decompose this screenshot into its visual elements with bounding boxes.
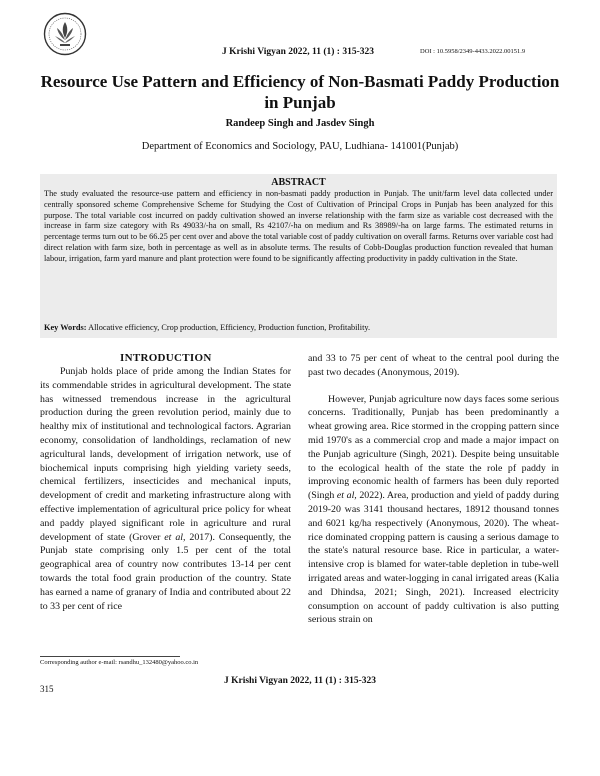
paragraph [308,352,559,380]
abstract-text: The study evaluated the resource-use pattern and efficiency in non-basmati paddy production in Punjab. The unit/farm level data collected under centrally sponsored scheme Comprehensive Scheme for Studying the Cost of Cultivation of Principal Crops in Punjab has been analyzed for this purpose. The total variable cost incurred on paddy cultivation showed an inverse relationship with the farm size as variable cost decreased with the increase in farm size category with Rs 49033/-ha on small, Rs 42107/-ha on medium and Rs 38989/-ha on large farms. The estimated returns in percentage terms turn out to be 66.25 per cent over and above the total variable cost of paddy cultivation on overall farms. Returns over variable cost had direct relation with farm size, both in percentage as well as in absolute terms. The results of Cobb-Douglas production function revealed that human labour, irrigation, farm yard manure and plant protection were found to be significantly affecting productivity in paddy cultivation in the State. [44,189,553,263]
keywords-list: Allocative efficiency, Crop production, Efficiency, Production function, Profitability. [88,323,371,332]
footnote-rule [40,656,180,657]
doi: DOI : 10.5958/2349-4433.2022.00151.9 [420,48,526,55]
running-footer-journal: J Krishi Vigyan 2022, 11 (1) : 315-323 [223,676,376,686]
affiliation: Department of Economics and Sociology, PAU, Ludhiana- 141001(Punjab) [141,141,459,152]
keywords-label: Key Words: [44,323,87,332]
section-heading-introduction: INTRODUCTION [120,352,212,364]
paragraph [40,365,291,613]
citation-etal: et al, [164,531,186,543]
authors: Randeep Singh and Jasdev Singh [225,118,375,129]
paragraph-text: 2022). Area, production and yield of paddy during 2019-20 was 3141 thousand hectares, 18912 thousand tonnes and 6021 kg/ha respectively (Anonymous, 2020). The wheat-rice dominated cropping pattern is causing a serious damage to the state's natural resource base. Rice in particular, a water-intensive crop is blamed for water-table depletion in tube-well irrigated areas and water-logging in canal irrigated areas (Kalia and Dhindsa, 2021; Singh, 2021). Increased electricity consumption on account of paddy cultivation is also putting serious strain on [308,490,559,626]
paper-title: Resource Use Pattern and Efficiency of Non-Basmati Paddy Production in Punjab [40,72,560,112]
citation-etal: et al, [336,490,357,502]
paragraph-text: 2017). Consequently, the Punjab state comprising only 1.5 per cent of the total geographical area of country now contributes 13-14 per cent towards the total food grain production of the country. State has earned a name of granary of India and contributed about 22 to 33 per cent of rice [40,531,291,612]
corresponding-author-footnote: Corresponding author e-mail: rsandhu_132480@yahoo.co.in [40,659,199,666]
body-column-right [308,352,559,627]
keywords [44,322,553,333]
paragraph [308,393,559,628]
running-header-journal: J Krishi Vigyan 2022, 11 (1) : 315-323 [222,47,375,57]
paragraph-text: However, Punjab agriculture now days faces some serious concerns. Traditionally, Punjab has been predominantly a wheat growing area. Rice stormed in the cropping pattern since mid 1970's as a commercial crop and made a major impact on the Punjab agriculture (Singh, 2021). Despite being unsuitable to the ecological health of the state the role pf paddy in improving economic health of farmers has been duly reported (Singh [308,393,559,502]
abstract-heading: ABSTRACT [271,177,326,188]
paragraph-text: Punjab holds place of pride among the Indian States for its commendable strides in agricultural development. The state has witnessed tremendous increase in the agricultural production during the green revolution period, mainly due to healthy mix of institutional and technological factors. Agrarian economy, consolidation of landholdings, reclamation of new agricultural lands, development of irrigation network, use of biochemical inputs comprising high yielding variety seeds, chemical fertilizers, insecticides and mechanical inputs, development of credit and marketing infrastructure along with effective implementation of agricultural price policy for wheat and paddy played significant role in agriculture and rural development of state (Grover [40,366,291,543]
body-column-left [40,365,291,613]
journal-logo [43,12,87,56]
page-number: 315 [40,684,54,694]
paragraph-text: and 33 to 75 per cent of wheat to the central pool during the past two decades (Anonymous, 2019). [308,353,559,378]
